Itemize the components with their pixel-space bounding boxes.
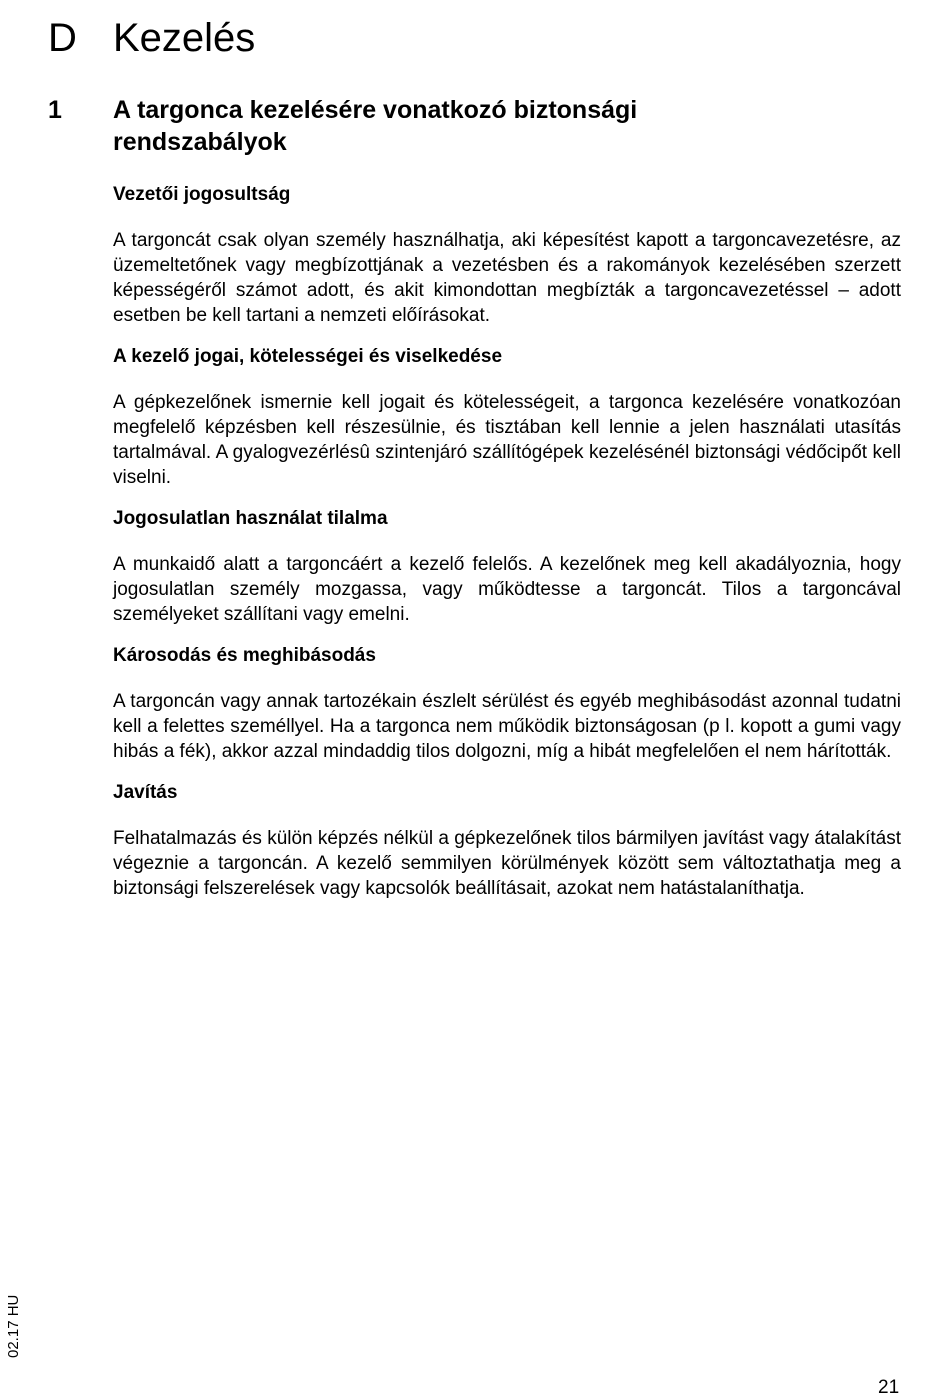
- block-paragraph: Felhatalmazás és külön képzés nélkül a gépkezelőnek tilos bármilyen javítást vagy átalakítást végeznie a targoncán. A kezelő semmilyen körülmények között sem változtathatja meg a biztonsági felszerelések vagy kapcsolók beállításait, azokat nem hatástalaníthatja.: [113, 828, 901, 899]
- block-heading: A kezelő jogai, kötelességei és viselkedése: [113, 346, 503, 367]
- section-number: 1: [48, 96, 62, 124]
- chapter-letter: D: [48, 16, 77, 60]
- block-paragraph: A munkaidő alatt a targoncáért a kezelő felelős. A kezelőnek meg kell akadályoznia, hogy jogosulatlan személy mozgassa, vagy működtesse a targoncát. Tilos a targoncával személyeket szállítani vagy emelni.: [113, 554, 901, 625]
- block-paragraph: A gépkezelőnek ismernie kell jogait és kötelességeit, a targonca kezelésére vonatkozóan megfelelő képzésben kell részesülnie, és tisztában kell lennie a jelen használati utasítás tartalmával. A gyalogvezérlésû szintenjáró szállítógépek kezelésénél biztonsági védőcipőt kell viselni.: [113, 392, 901, 488]
- block-heading: Vezetői jogosultság: [113, 184, 291, 205]
- block-driver-authorization: [113, 182, 901, 328]
- block-paragraph: A targoncán vagy annak tartozékain észlelt sérülést és egyéb meghibásodást azonnal tudatni kell a felettes személlyel. Ha a targonca nem működik biztonságosan (p l. kopott a gumi vagy hibás a fék), akkor azzal mindaddig tilos dolgozni, míg a hibát megfelelően el nem hárították.: [113, 691, 901, 762]
- section-title: A targonca kezelésére vonatkozó biztonsági rendszabályok: [113, 96, 638, 156]
- block-operator-rights: [113, 344, 901, 490]
- block-heading: Jogosulatlan használat tilalma: [113, 508, 388, 529]
- block-heading: Károsodás és meghibásodás: [113, 645, 376, 666]
- page-number: 21: [878, 1377, 900, 1398]
- document-revision-code: 02.17 HU: [5, 1294, 22, 1358]
- block-heading: Javítás: [113, 782, 178, 803]
- block-unauthorized-use: [113, 506, 901, 627]
- block-repair: [113, 780, 901, 901]
- chapter-title: Kezelés: [113, 16, 256, 60]
- block-paragraph: A targoncát csak olyan személy használhatja, aki képesítést kapott a targoncavezetésre, az üzemeltetőnek vagy megbízottjának a vezetésben és a rakományok kezelésében szerzett képességéről számot adott, és akit kimondottan megbízták a targoncavezetéssel – adott esetben be kell tartani a nemzeti előírásokat.: [113, 230, 901, 326]
- block-damage-defects: [113, 643, 901, 764]
- section-content: [113, 182, 901, 901]
